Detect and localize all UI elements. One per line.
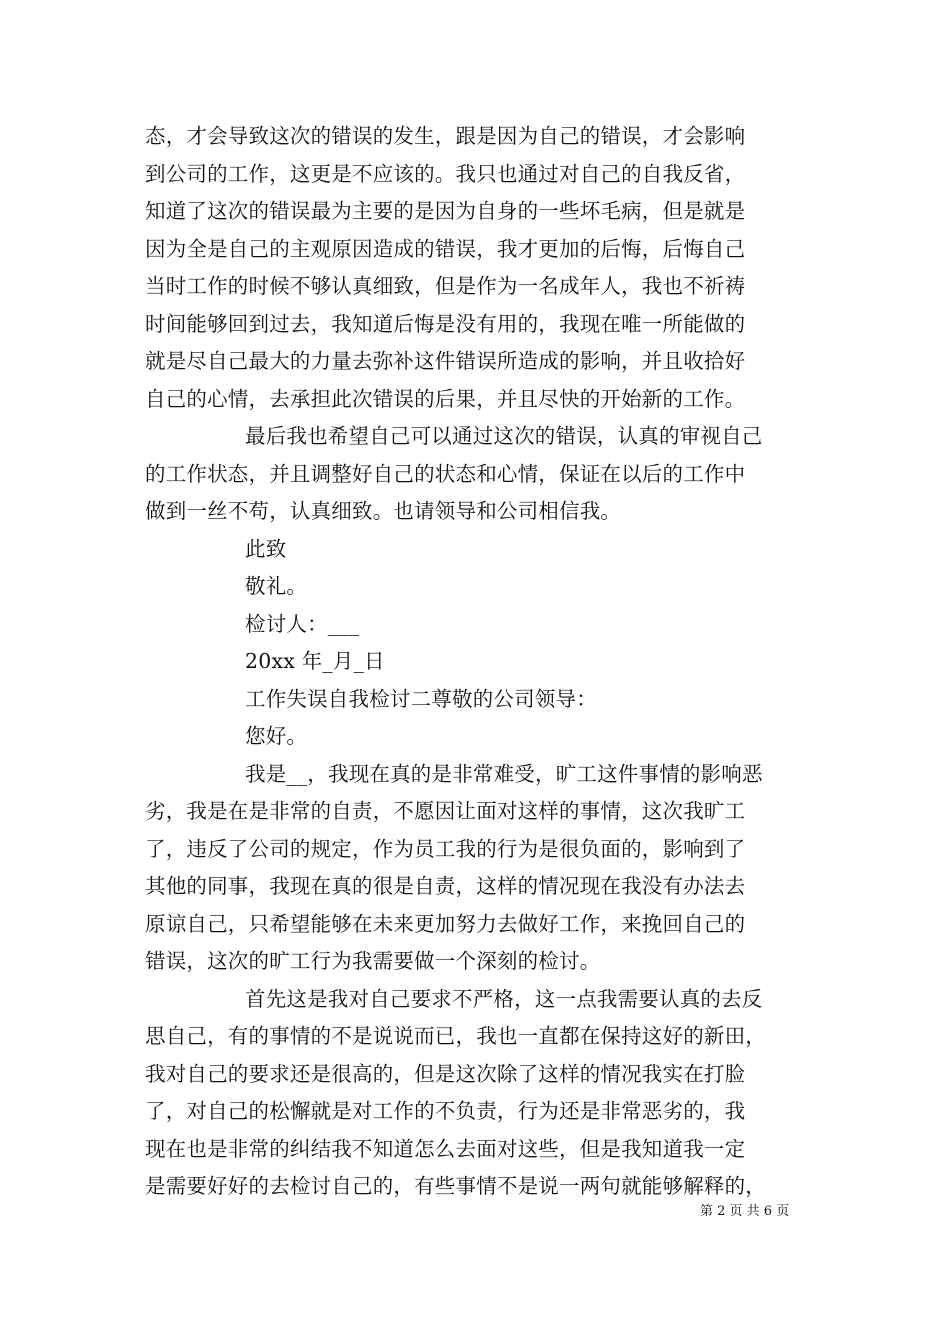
text-line: 思自己，有的事情的不是说说而已，我也一直都在保持这好的新田， [145,1024,766,1048]
text-line: 工作失误自我检讨二尊敬的公司领导： [245,686,597,711]
text-line: 原谅自己，只希望能够在未来更加努力去做好工作，来挽回自己的 [145,911,746,936]
text-line: 其他的同事，我现在真的很是自责，这样的情况现在我没有办法去 [145,874,746,898]
text-line: 了，违反了公司的规定，作为员工我的行为是很负面的，影响到了 [145,836,746,861]
text-line: 最后我也希望自己可以通过这次的错误，认真的审视自己 [245,424,763,448]
text-line: 首先这是我对自己要求不严格，这一点我需要认真的去反 [245,986,763,1011]
text-line: 此致 [245,536,287,561]
text-line: 我对自己的要求还是很高的，但是这次除了这样的情况我实在打脸 [145,1061,746,1086]
text-line: 了，对自己的松懈就是对工作的不负责，行为还是非常恶劣的，我 [145,1099,746,1123]
text-line: 的工作状态，并且调整好自己的状态和心情，保证在以后的工作中 [145,461,746,486]
text-line: 做到一丝不苟，认真细致。也请领导和公司相信我。 [145,499,622,523]
text-line: 您好。 [245,724,308,748]
text-line: 态，才会导致这次的错误的发生，跟是因为自己的错误，才会影响 [145,124,746,148]
text-line: 现在也是非常的纠结我不知道怎么去面对这些，但是我知道我一定 [145,1136,746,1161]
text-line: 错误，这次的旷工行为我需要做一个深刻的检讨。 [145,949,601,973]
page-footer: 第 2 页 共 6 页 [700,1204,790,1219]
text-line: 自己的心情，去承担此次错误的后果，并且尽快的开始新的工作。 [145,386,746,411]
document-body [145,118,810,1206]
text-line: 是需要好好的去检讨自己的，有些事情不是说一两句就能够解释的， [145,1174,766,1198]
text-line: 劣，我是在是非常的自责，不愿因让面对这样的事情，这次我旷工 [145,799,746,823]
text-line: 当时工作的时候不够认真细致，但是作为一名成年人，我也不祈祷 [145,274,746,298]
text-line: 因为全是自己的主观原因造成的错误，我才更加的后悔，后悔自己 [145,236,746,261]
text-line: 20xx 年_月_日 [245,649,385,673]
text-line: 到公司的工作，这更是不应该的。我只也通过对自己的自我反省， [145,161,746,186]
text-line: 我是__，我现在真的是非常难受，旷工这件事情的影响恶 [245,761,763,786]
text-line: 敬礼。 [245,574,308,598]
text-line: 时间能够回到过去，我知道后悔是没有用的，我现在唯一所能做的 [145,311,746,336]
text-line: 知道了这次的错误最为主要的是因为自身的一些坏毛病，但是就是 [145,199,746,223]
text-line: 检讨人：___ [245,611,360,636]
text-line: 就是尽自己最大的力量去弥补这件错误所造成的影响，并且收拾好 [145,349,746,373]
